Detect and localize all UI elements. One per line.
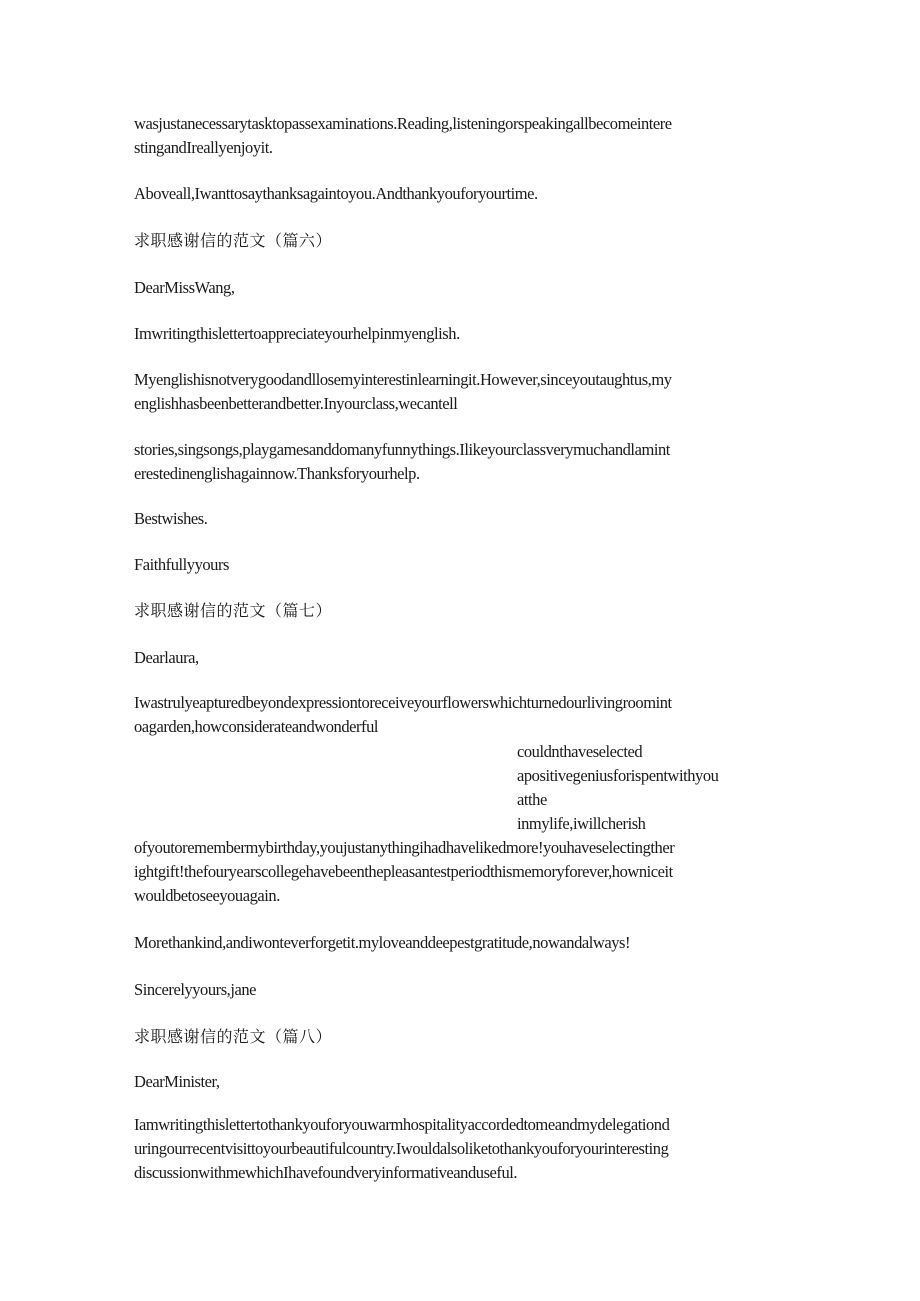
closing: Bestwishes. <box>134 509 208 528</box>
paragraph: Aboveall,Iwanttosaythanksagaintoyou.Andthankyouforyourtime. <box>134 184 538 203</box>
paragraph-line: englishhasbeenbetterandbetter.Inyourclass,wecantell <box>134 394 458 413</box>
indented-line: apositivegeniusforispentwithyou <box>517 766 719 785</box>
closing: Sincerelyyours,jane <box>134 980 257 999</box>
salutation: DearMissWang, <box>134 278 235 297</box>
paragraph-line: stingandIreallyenjoyit. <box>134 138 273 157</box>
section-heading: 求职感谢信的范文（篇六） <box>134 231 333 250</box>
paragraph-line: Iamwritingthislettertothankyouforyouwarmhospitalityaccordedtomeandmydelegationd <box>134 1115 670 1134</box>
paragraph-line: wouldbetoseeyouagain. <box>134 886 280 905</box>
paragraph: Imwritingthislettertoappreciateyourhelpinmyenglish. <box>134 324 460 343</box>
section-heading: 求职感谢信的范文（篇七） <box>134 601 333 620</box>
paragraph-line: discussionwithmewhichIhavefoundveryinformativeanduseful. <box>134 1163 518 1182</box>
indented-line: inmylife,iwillcherish <box>517 814 646 833</box>
paragraph-line: erestedinenglishagainnow.Thanksforyourhelp. <box>134 464 420 483</box>
paragraph-line: oagarden,howconsiderateandwonderful <box>134 717 379 736</box>
paragraph-line: stories,singsongs,playgamesanddomanyfunnythings.Ilikeyourclassverymuchandlamint <box>134 440 670 459</box>
paragraph-line: uringourrecentvisittoyourbeautifulcountry.Iwouldalsoliketothankyouforyourinteresting <box>134 1139 669 1158</box>
paragraph: Morethankind,andiwonteverforgetit.myloveanddeepestgratitude,nowandalways! <box>134 933 631 952</box>
section-heading: 求职感谢信的范文（篇八） <box>134 1027 333 1046</box>
paragraph-line: ightgift!thefouryearscollegehavebeenthepleasantestperiodthismemoryforever,howniceit <box>134 862 673 881</box>
salutation: Dearlaura, <box>134 648 199 667</box>
paragraph-line: wasjustanecessarytasktopassexaminations.Reading,listeningorspeakingallbecomeintere <box>134 114 672 133</box>
paragraph-line: Myenglishisnotverygoodandllosemyinterestinlearningit.However,sinceyoutaughtus,my <box>134 370 672 389</box>
indented-line: couldnthaveselected <box>517 742 643 761</box>
salutation: DearMinister, <box>134 1072 220 1091</box>
paragraph-line: ofyoutoremembermybirthday,youjustanythingihadhavelikedmore!youhaveselectingther <box>134 838 675 857</box>
closing: Faithfullyyours <box>134 555 229 574</box>
paragraph-line: Iwastrulyeapturedbeyondexpressiontoreceiveyourflowerswhichturnedourlivingroomint <box>134 693 672 712</box>
indented-line: atthe <box>517 790 547 809</box>
